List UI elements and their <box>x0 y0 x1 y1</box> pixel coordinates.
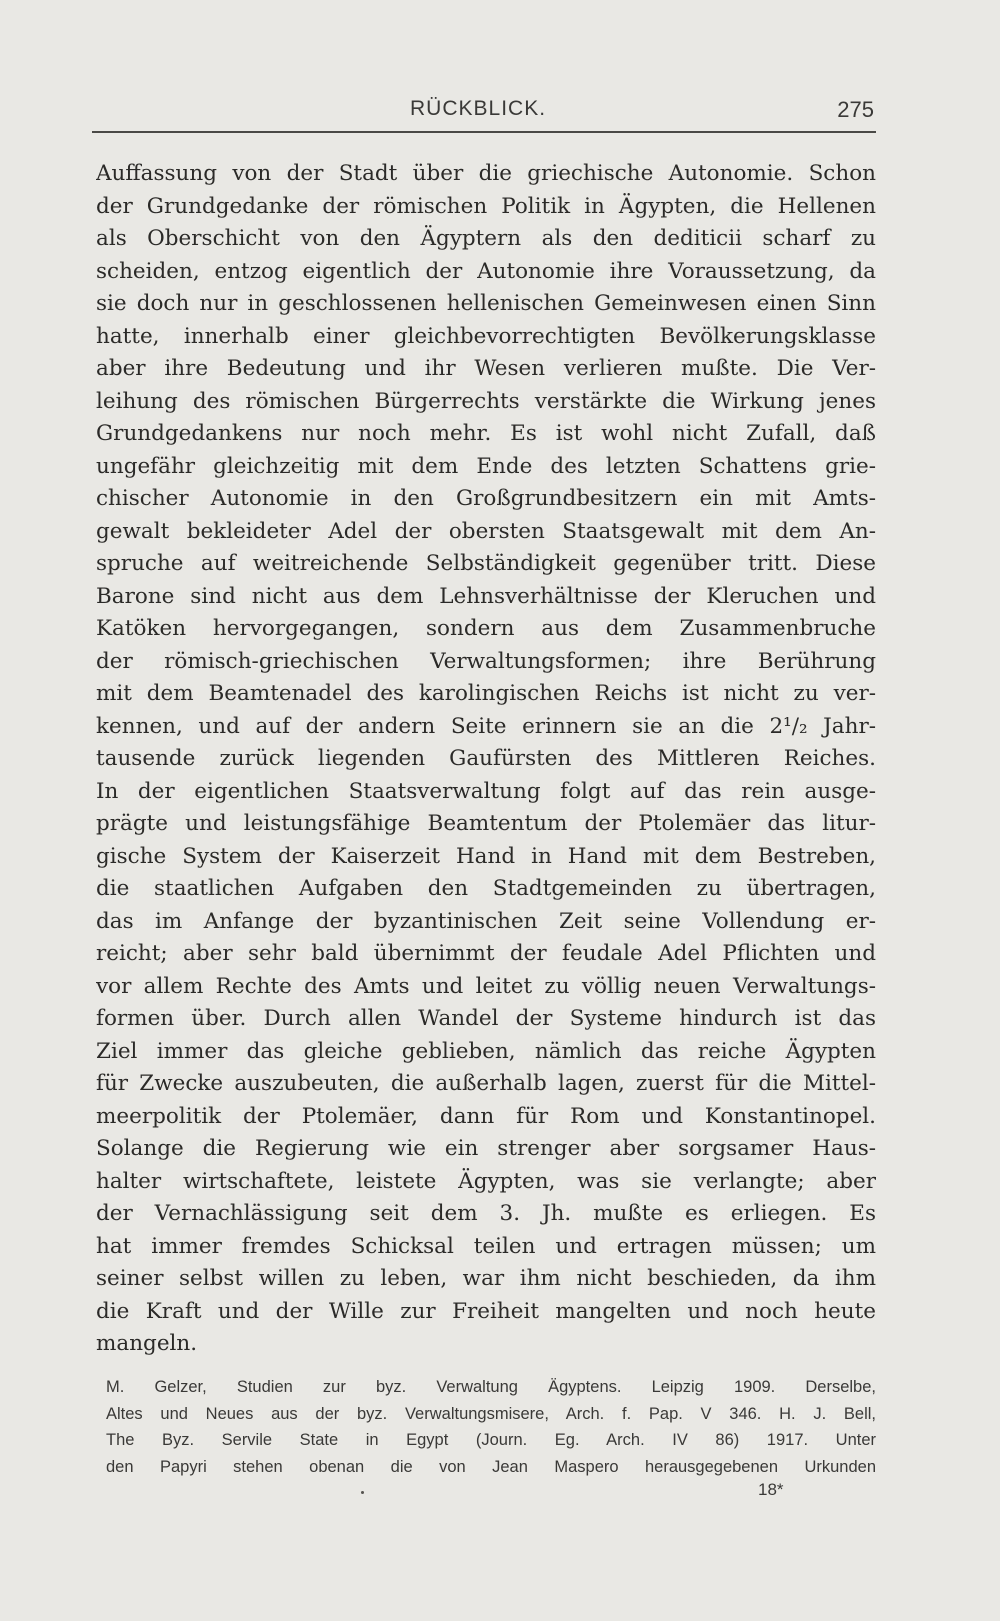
text-line: die Kraft und der Wille zur Freiheit mangelten und noch heute <box>96 1298 876 1324</box>
text-line: Ziel immer das gleiche geblieben, nämlich das reiche Ägypten <box>96 1038 876 1064</box>
text-line: spruche auf weitreichende Selbständigkeit gegenüber tritt. Diese <box>96 551 876 576</box>
text-line: der Grundgedanke der römischen Politik in Ägypten, die Hellenen <box>96 193 876 219</box>
text-line: In der eigentlichen Staatsverwaltung folgt auf das rein ausge- <box>96 778 876 804</box>
text-line: chischer Autonomie in den Großgrundbesitzern ein mit Amts- <box>96 486 876 511</box>
text-line: gische System der Kaiserzeit Hand in Hand mit dem Bestreben, <box>96 843 876 869</box>
text-line: die staatlichen Aufgaben den Stadtgemeinden zu übertragen, <box>96 876 876 901</box>
text-line: meerpolitik der Ptolemäer, dann für Rom und Konstantinopel. <box>96 1103 876 1129</box>
footnote-line: Altes und Neues aus der byz. Verwaltungsmisere, Arch. f. Pap. V 346. H. J. Bell, <box>106 1404 876 1423</box>
bibliography-note <box>106 1374 876 1480</box>
text-line: Barone sind nicht aus dem Lehnsverhältnisse der Kleruchen und <box>96 583 876 609</box>
text-line: Grundgedankens nur noch mehr. Es ist wohl nicht Zufall, daß <box>96 421 876 446</box>
text-line: seiner selbst willen zu leben, war ihm nicht beschieden, da ihm <box>96 1266 876 1291</box>
footnote-line: The Byz. Servile State in Egypt (Journ. Eg. Arch. IV 86) 1917. Unter <box>106 1431 876 1449</box>
footnote-line: den Papyri stehen obenan die von Jean Maspero herausgegebenen Urkunden <box>106 1457 876 1476</box>
text-line: als Oberschicht von den Ägyptern als den dediticii scharf zu <box>96 226 876 251</box>
text-line: prägte und leistungsfähige Beamtentum der Ptolemäer das litur- <box>96 811 876 836</box>
body-text <box>96 158 876 1361</box>
text-line: vor allem Rechte des Amts und leitet zu völlig neuen Verwaltungs- <box>96 973 876 999</box>
text-line: sie doch nur in geschlossenen hellenischen Gemeinwesen einen Sinn <box>96 291 876 316</box>
text-line: mangeln. <box>96 1331 198 1356</box>
text-line: für Zwecke auszubeuten, die außerhalb lagen, zuerst für die Mittel- <box>96 1071 876 1096</box>
header-rule <box>92 131 876 133</box>
text-line: mit dem Beamtenadel des karolingischen Reichs ist nicht zu ver- <box>96 681 876 706</box>
text-line: das im Anfange der byzantinischen Zeit seine Vollendung er- <box>96 908 876 934</box>
print-speck <box>361 1491 364 1494</box>
footnote-line: M. Gelzer, Studien zur byz. Verwaltung Ägyptens. Leipzig 1909. Derselbe, <box>106 1378 876 1396</box>
text-line: der römisch-griechischen Verwaltungsformen; ihre Berührung <box>96 648 876 674</box>
text-line: halter wirtschaftete, leistete Ägypten, was sie verlangte; aber <box>96 1168 876 1194</box>
text-line: gewalt bekleideter Adel der obersten Staatsgewalt mit dem An- <box>96 518 876 544</box>
text-line: formen über. Durch allen Wandel der Systeme hindurch ist das <box>96 1006 876 1031</box>
text-line: scheiden, entzog eigentlich der Autonomie ihre Voraussetzung, da <box>96 258 876 284</box>
running-head: RÜCKBLICK. <box>410 97 547 120</box>
text-line: reicht; aber sehr bald übernimmt der feudale Adel Pflichten und <box>96 941 876 966</box>
page-number: 275 <box>837 97 874 122</box>
text-line: Katöken hervorgegangen, sondern aus dem Zusammenbruche <box>96 616 876 641</box>
text-line: kennen, und auf der andern Seite erinnern sie an die 2¹/₂ Jahr- <box>96 713 876 739</box>
signature-mark: 18* <box>758 1480 784 1499</box>
text-line: hatte, innerhalb einer gleichbevorrechtigten Bevölkerungsklasse <box>96 323 876 349</box>
text-line: aber ihre Bedeutung und ihr Wesen verlieren mußte. Die Ver- <box>96 356 876 381</box>
text-line: ungefähr gleichzeitig mit dem Ende des letzten Schattens grie- <box>96 453 876 479</box>
text-line: leihung des römischen Bürgerrechts verstärkte die Wirkung jenes <box>96 388 876 414</box>
text-line: tausende zurück liegenden Gaufürsten des Mittleren Reiches. <box>96 746 876 771</box>
text-line: der Vernachlässigung seit dem 3. Jh. mußte es erliegen. Es <box>96 1201 876 1226</box>
page-header <box>92 95 876 131</box>
text-line: Auffassung von der Stadt über die griechische Autonomie. Schon <box>96 161 876 186</box>
text-line: hat immer fremdes Schicksal teilen und ertragen müssen; um <box>96 1233 876 1259</box>
text-line: Solange die Regierung wie ein strenger aber sorgsamer Haus- <box>96 1136 876 1161</box>
